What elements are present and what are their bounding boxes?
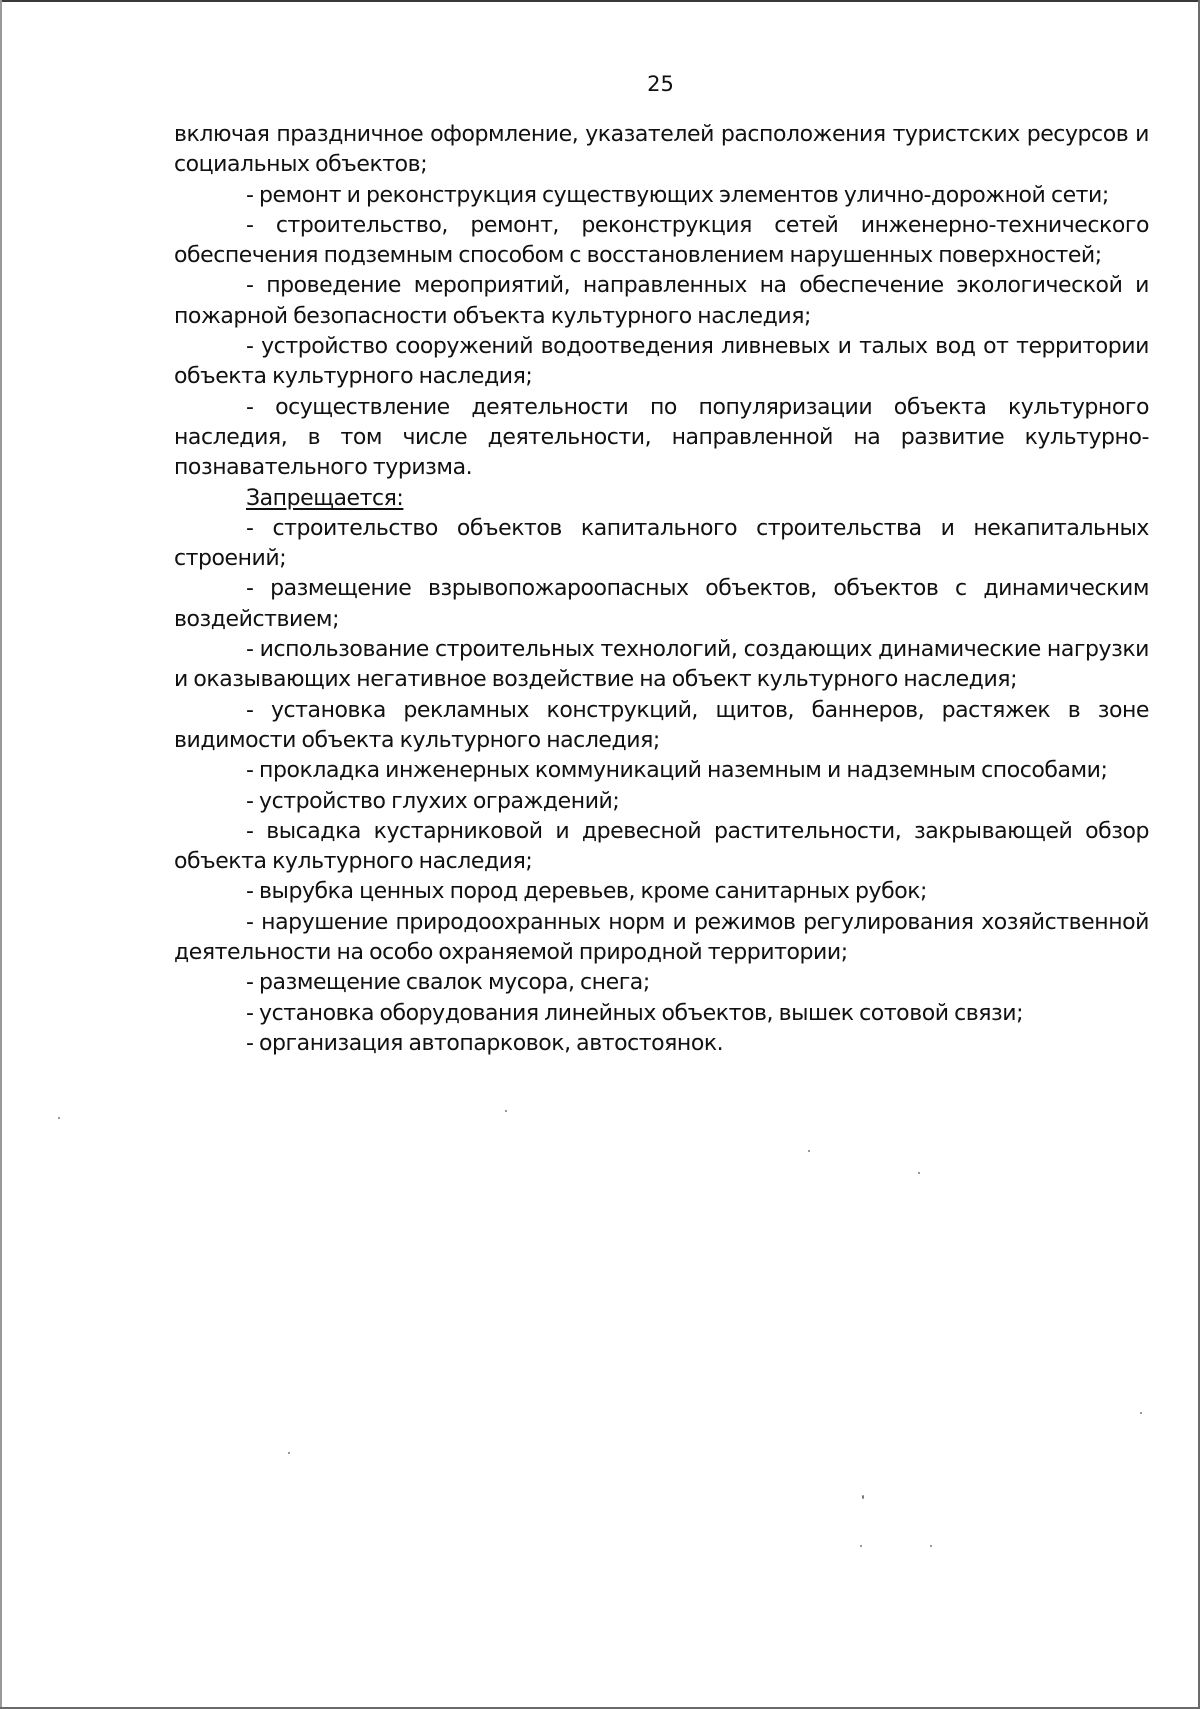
scan-speck: [808, 1150, 810, 1152]
allowed-item: - ремонт и реконструкция существующих элементов улично-дорожной сети;: [246, 182, 1109, 208]
prohibited-item: - установка рекламных конструкций, щитов, баннеров, растяжек в зоне видимости объекта культурного наследия;: [174, 697, 1149, 753]
prohibited-item: - размещение свалок мусора, снега;: [246, 970, 650, 996]
prohibited-item: - использование строительных технологий, создающих динамические нагрузки и оказывающих негативное воздействие на объект культурного наследия;: [174, 637, 1149, 693]
scan-speck: [505, 1110, 507, 1112]
scan-speck: [1140, 1412, 1142, 1414]
prohibited-item: - строительство объектов капитального строительства и некапитальных строений;: [174, 515, 1149, 572]
scan-edge-left: [0, 0, 2, 1709]
prohibited-item: - установка оборудования линейных объектов, вышек сотовой связи;: [246, 1000, 1024, 1026]
page-number: 25: [647, 72, 674, 96]
scan-speck: [860, 1545, 862, 1547]
allowed-item: - осуществление деятельности по популяризации объекта культурного наследия, в том числе деятельности, направленной на развитие культурно-познавательного туризма.: [174, 394, 1149, 481]
prohibited-item: - устройство глухих ограждений;: [246, 788, 620, 814]
scan-speck: [288, 1452, 290, 1454]
allowed-item: - устройство сооружений водоотведения ливневых и талых вод от территории объекта культурного наследия;: [174, 334, 1149, 390]
prohibited-item: - организация автопарковок, автостоянок.: [246, 1030, 724, 1056]
prohibited-item: - размещение взрывопожароопасных объектов, объектов с динамическим воздействием;: [174, 576, 1149, 632]
scan-speck: [58, 1117, 60, 1119]
prohibited-item: - высадка кустарниковой и древесной растительности, закрывающей обзор объекта культурного наследия;: [174, 818, 1149, 875]
continuation-paragraph: включая праздничное оформление, указателей расположения туристских ресурсов и социальных объектов;: [174, 122, 1149, 178]
scan-speck: [862, 1495, 864, 1499]
allowed-item: - строительство, ремонт, реконструкция сетей инженерно-технического обеспечения подземным способом с восстановлением нарушенных поверхностей;: [174, 212, 1149, 269]
scan-speck: [930, 1545, 932, 1547]
scan-edge-top: [0, 0, 1200, 2]
document-body: [174, 120, 1149, 1059]
prohibited-item: - прокладка инженерных коммуникаций наземным и надземным способами;: [246, 758, 1108, 784]
prohibited-heading: Запрещается:: [246, 485, 404, 511]
prohibited-item: - нарушение природоохранных норм и режимов регулирования хозяйственной деятельности на особо охраняемой природной территории;: [174, 909, 1149, 966]
prohibited-item: - вырубка ценных пород деревьев, кроме санитарных рубок;: [246, 879, 928, 905]
scan-speck: [918, 1172, 920, 1174]
allowed-item: - проведение мероприятий, направленных на обеспечение экологической и пожарной безопасности объекта культурного наследия;: [174, 273, 1149, 329]
